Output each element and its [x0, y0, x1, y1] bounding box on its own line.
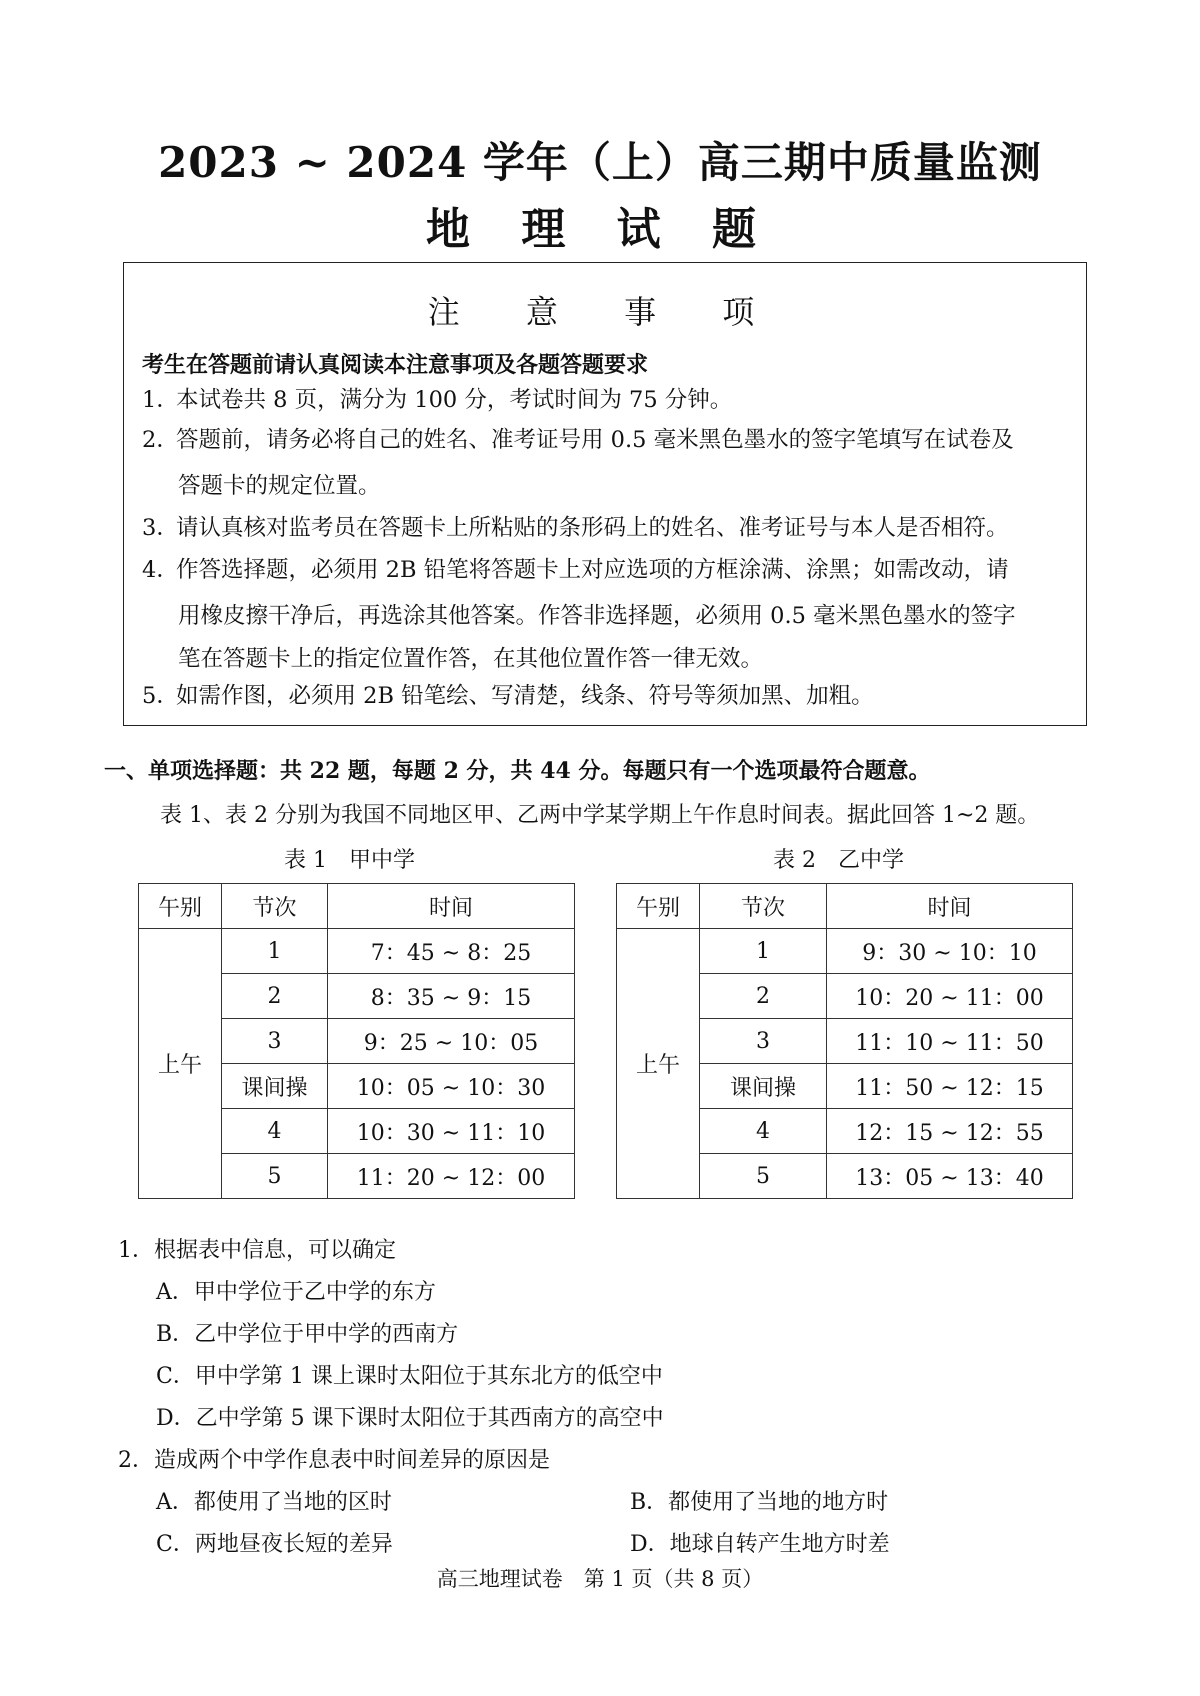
table-cell: 3 [222, 1019, 328, 1064]
question-2-option-a: A．都使用了当地的区时 [156, 1490, 392, 1515]
table-cell: 10：30 ~ 11：10 [328, 1109, 575, 1154]
notice-item-text: 请认真核对监考员在答题卡上所粘贴的条形码上的姓名、准考证号与本人是否相符。 [176, 515, 1009, 541]
exam-title: 2023 ~ 2024 学年（上）高三期中质量监测 [158, 138, 1042, 187]
table-row [617, 929, 1073, 974]
table-2 [616, 883, 1073, 1199]
notice-item-text: 作答选择题，必须用 2B 铅笔将答题卡上对应选项的方框涂满、涂黑；如需改动，请 [176, 557, 1009, 583]
table-header-cell: 时间 [328, 884, 575, 929]
table-2-caption: 表 2 乙中学 [773, 848, 904, 873]
notice-item-number: 2． [142, 427, 179, 453]
table-cell: 13：05 ~ 13：40 [827, 1154, 1073, 1199]
table-header-cell: 午别 [617, 884, 700, 929]
notice-item-2 [142, 420, 1014, 460]
question-1-option-c: C．甲中学第 1 课上课时太阳位于其东北方的低空中 [156, 1364, 663, 1389]
question-2-stem: 2．造成两个中学作息表中时间差异的原因是 [118, 1448, 550, 1473]
table-cell: 2 [222, 974, 328, 1019]
table-cell: 11：50 ~ 12：15 [827, 1064, 1073, 1109]
notice-item-number: 5． [142, 683, 179, 709]
question-1-option-d: D．乙中学第 5 课下课时太阳位于其西南方的高空中 [156, 1406, 664, 1431]
table-cell: 7：45 ~ 8：25 [328, 929, 575, 974]
notice-item-5 [142, 676, 874, 716]
notice-box [123, 262, 1087, 726]
table-cell: 5 [700, 1154, 827, 1199]
table-period-cell: 上午 [139, 929, 222, 1199]
table-cell: 2 [700, 974, 827, 1019]
table-period-cell: 上午 [617, 929, 700, 1199]
table-cell: 9：25 ~ 10：05 [328, 1019, 575, 1064]
notice-requirement: 考生在答题前请认真阅读本注意事项及各题答题要求 [142, 352, 649, 378]
table-row [139, 929, 575, 974]
page-footer: 高三地理试卷 第 1 页（共 8 页） [436, 1567, 764, 1591]
notice-item-number: 4． [142, 557, 179, 583]
notice-title: 注 意 事 项 [427, 293, 783, 331]
table-header-cell: 午别 [139, 884, 222, 929]
table-1 [138, 883, 575, 1199]
table-cell: 3 [700, 1019, 827, 1064]
question-1-stem: 1．根据表中信息，可以确定 [118, 1238, 396, 1263]
section-heading: 一、单项选择题：共 22 题，每题 2 分，共 44 分。每题只有一个选项最符合题意。 [104, 758, 931, 784]
table-cell: 4 [700, 1109, 827, 1154]
notice-item-number: 1． [142, 387, 179, 413]
notice-item-text: 如需作图，必须用 2B 铅笔绘、写清楚，线条、符号等须加黑、加粗。 [176, 683, 874, 709]
table-header-cell: 节次 [700, 884, 827, 929]
notice-item-4-cont-2: 笔在答题卡上的指定位置作答，在其他位置作答一律无效。 [178, 646, 764, 672]
table-header-row [617, 884, 1073, 929]
notice-item-1 [142, 380, 732, 420]
table-cell: 课间操 [700, 1064, 827, 1109]
notice-item-4-cont-1: 用橡皮擦干净后，再选涂其他答案。作答非选择题，必须用 0.5 毫米黑色墨水的签字 [178, 603, 1016, 629]
table-header-row [139, 884, 575, 929]
question-1-option-a: A．甲中学位于乙中学的东方 [156, 1280, 436, 1305]
question-2-option-b: B．都使用了当地的地方时 [630, 1490, 889, 1515]
table-cell: 5 [222, 1154, 328, 1199]
notice-item-2-cont: 答题卡的规定位置。 [178, 473, 381, 499]
exam-subject-title: 地 理 试 题 [426, 204, 774, 255]
notice-item-3 [142, 508, 1009, 548]
table-cell: 课间操 [222, 1064, 328, 1109]
table-1-caption: 表 1 甲中学 [284, 848, 415, 873]
table-cell: 9：30 ~ 10：10 [827, 929, 1073, 974]
table-cell: 12：15 ~ 12：55 [827, 1109, 1073, 1154]
question-1-option-b: B．乙中学位于甲中学的西南方 [156, 1322, 459, 1347]
notice-item-4 [142, 550, 1009, 590]
table-cell: 10：20 ~ 11：00 [827, 974, 1073, 1019]
table-cell: 11：10 ~ 11：50 [827, 1019, 1073, 1064]
section-intro: 表 1、表 2 分别为我国不同地区甲、乙两中学某学期上午作息时间表。据此回答 1~2 题。 [160, 803, 1040, 828]
notice-item-text: 答题前，请务必将自己的姓名、准考证号用 0.5 毫米黑色墨水的签字笔填写在试卷及 [176, 427, 1014, 453]
table-cell: 11：20 ~ 12：00 [328, 1154, 575, 1199]
table-header-cell: 节次 [222, 884, 328, 929]
notice-item-number: 3． [142, 515, 179, 541]
table-cell: 4 [222, 1109, 328, 1154]
table-cell: 10：05 ~ 10：30 [328, 1064, 575, 1109]
notice-item-text: 本试卷共 8 页，满分为 100 分，考试时间为 75 分钟。 [176, 387, 733, 413]
question-2-option-c: C．两地昼夜长短的差异 [156, 1532, 393, 1557]
table-cell: 1 [222, 929, 328, 974]
table-cell: 1 [700, 929, 827, 974]
table-cell: 8：35 ~ 9：15 [328, 974, 575, 1019]
question-2-option-d: D．地球自转产生地方时差 [630, 1532, 890, 1557]
table-header-cell: 时间 [827, 884, 1073, 929]
